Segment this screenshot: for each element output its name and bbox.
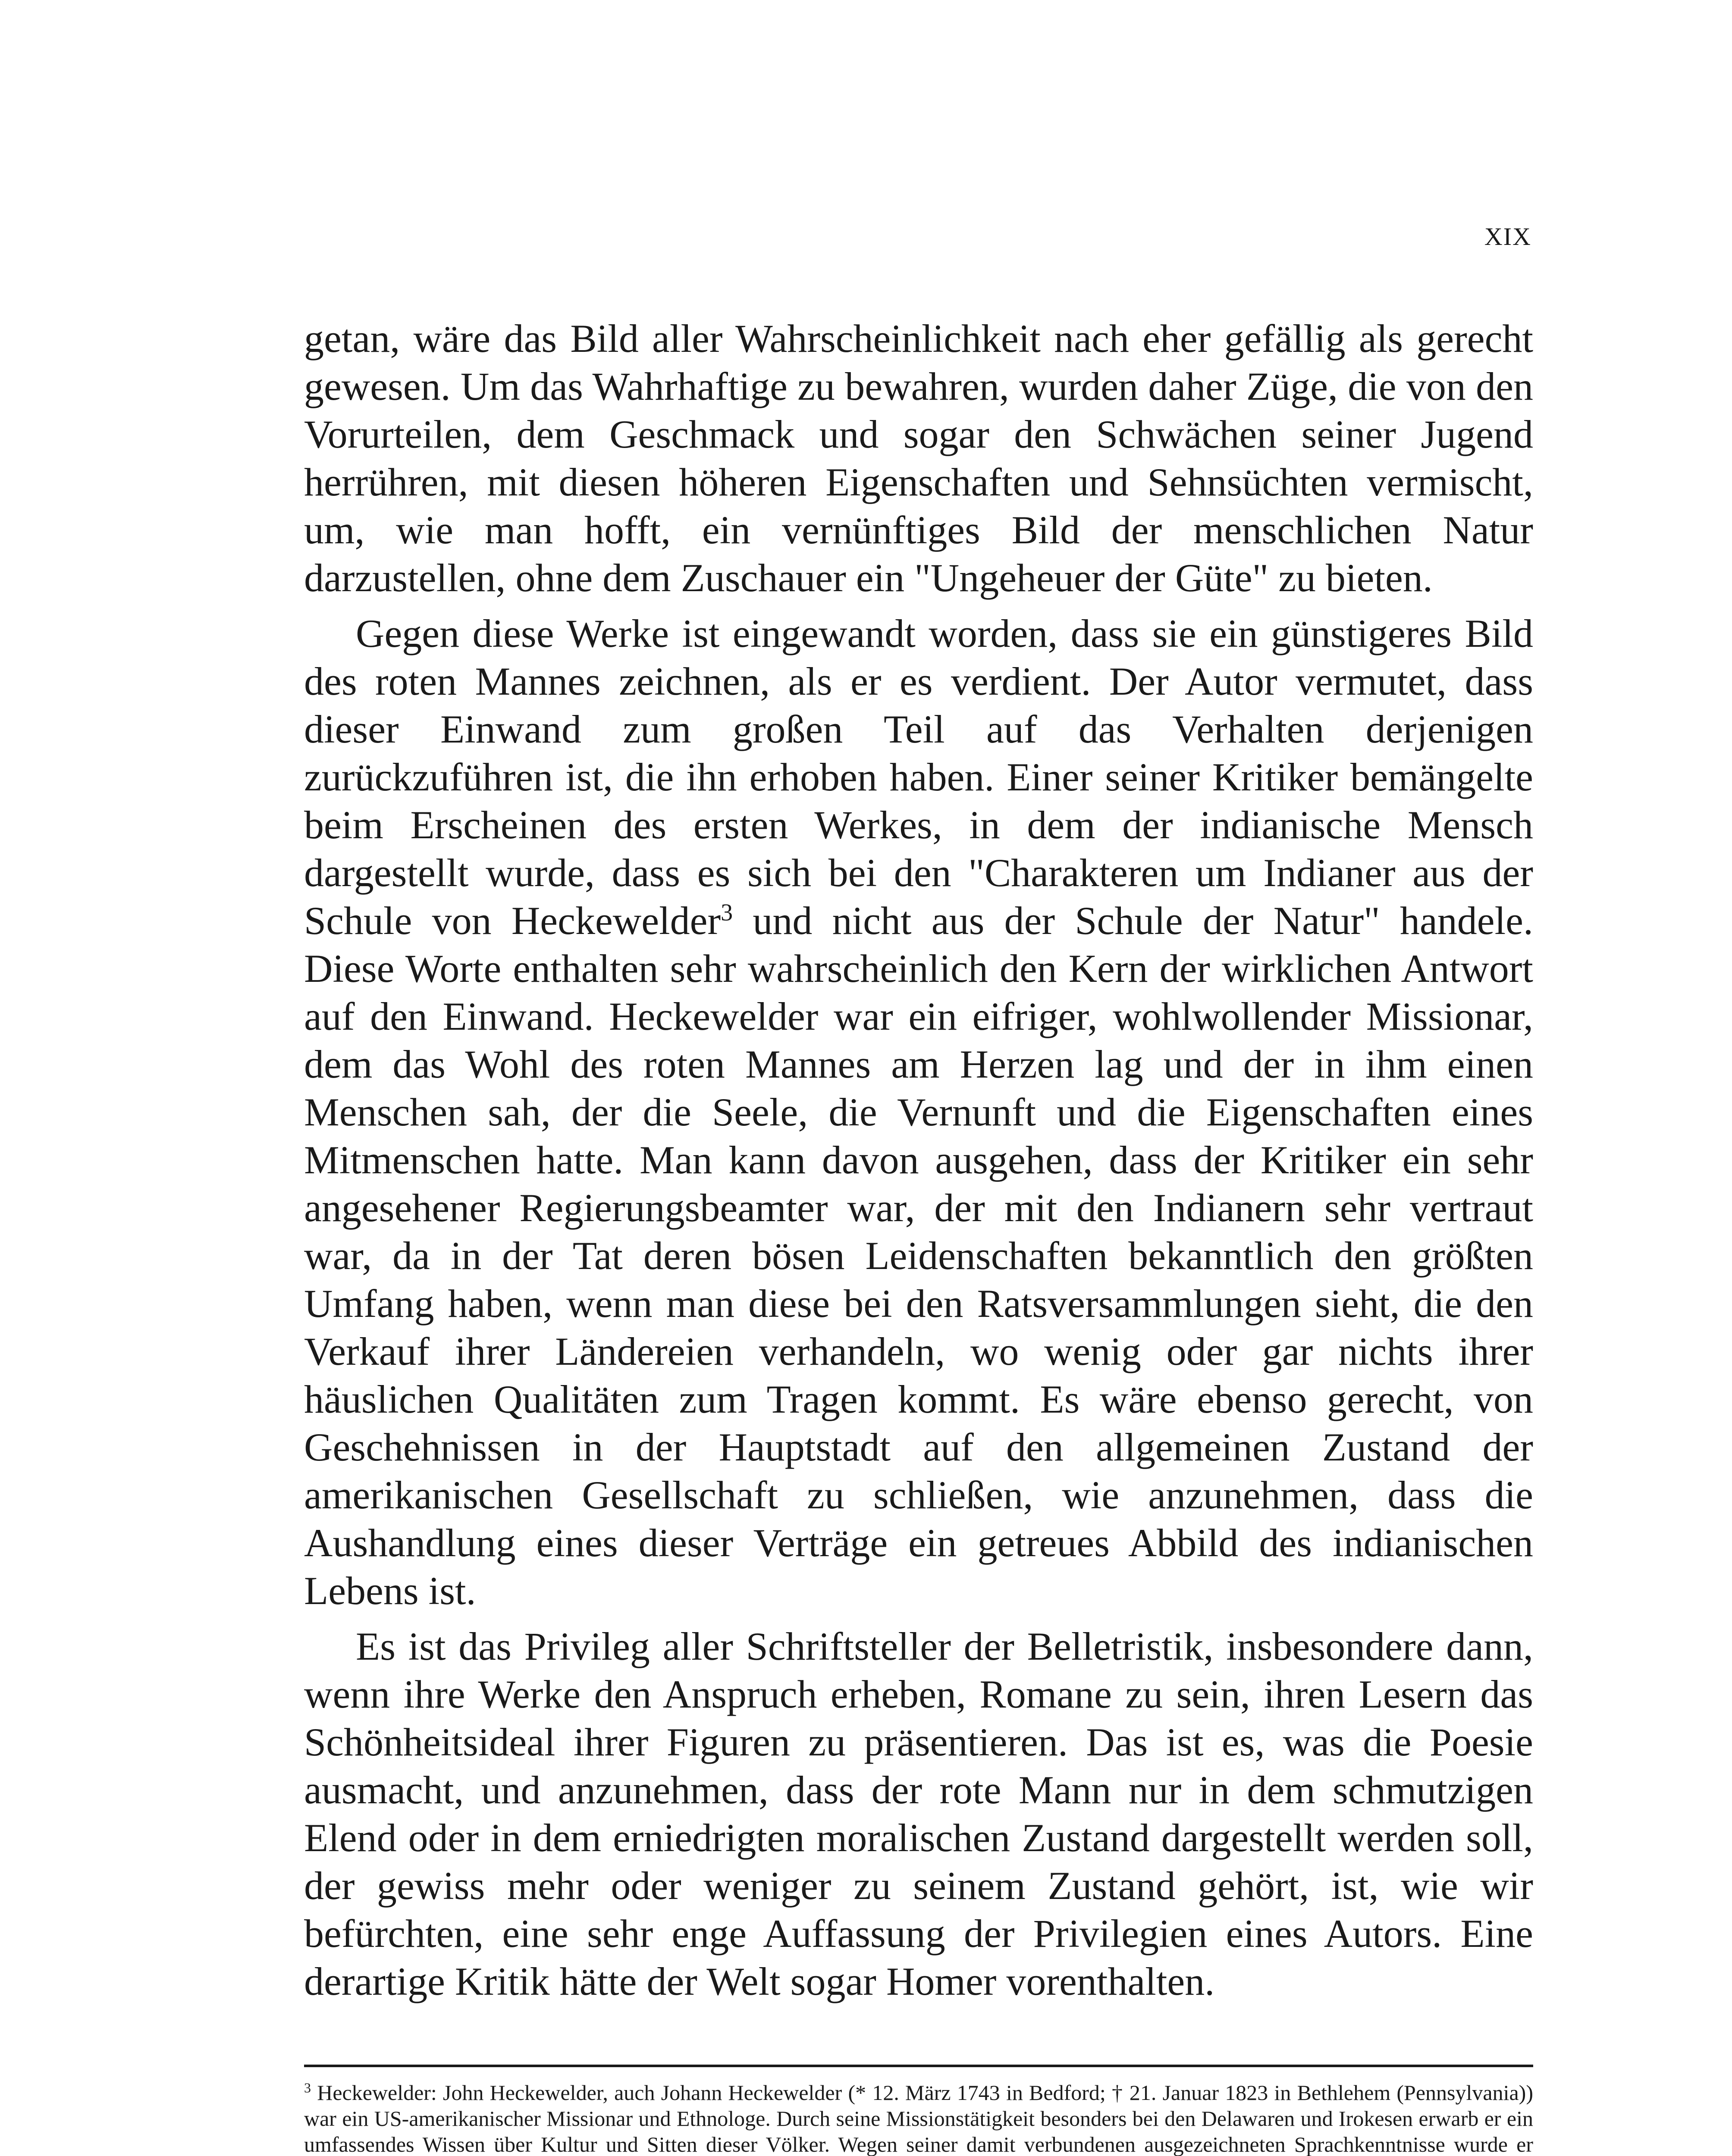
footnote-divider bbox=[304, 2065, 1533, 2067]
paragraph-2-part-1: Gegen diese Werke ist eingewandt worden, dass sie ein günstigeres Bild des roten Mannes zeichnen, als er es verdient. Der Autor vermutet, dass dieser Einwand zum großen Teil auf das Verhalten derjenigen zurückzuführen ist, die ihn erhoben haben. Einer seiner Kritiker bemängelte beim Erscheinen des ersten Werkes, in dem der indianische Mensch dargestellt wurde, dass es sich bei den "Charakteren um Indianer aus der Schule von Heckewelder bbox=[304, 611, 1533, 943]
paragraph-2 bbox=[304, 610, 1533, 1615]
footnote-reference[interactable]: 3 bbox=[721, 899, 733, 926]
page-number: XIX bbox=[1484, 222, 1531, 251]
footnote bbox=[304, 2080, 1533, 2156]
body-text bbox=[304, 315, 1533, 2013]
paragraph-3: Es ist das Privileg aller Schriftsteller der Belletristik, insbesondere dann, wenn ihre Werke den Anspruch erheben, Romane zu sein, ihren Lesern das Schönheitsideal ihrer Figuren zu präsentieren. Das ist es, was die Poesie ausmacht, und anzunehmen, dass der rote Mann nur in dem schmutzigen Elend oder in dem erniedrigten moralischen Zustand dargestellt werden soll, der gewiss mehr oder weniger zu seinem Zustand gehört, ist, wie wir befürchten, eine sehr enge Auffassung der Privilegien eines Autors. Eine derartige Kritik hätte der Welt sogar Homer vorenthalten. bbox=[304, 1624, 1533, 2003]
paragraph-1: getan, wäre das Bild aller Wahrscheinlichkeit nach eher gefällig als gerecht gewesen. Um das Wahrhaftige zu bewahren, wurden daher Züge, die von den Vorurteilen, dem Geschmack und sogar den Schwächen seiner Jugend herrühren, mit diesen höheren Eigenschaften und Sehnsüchten vermischt, um, wie man hofft, ein vernünftiges Bild der menschlichen Natur darzustellen, ohne dem Zuschauer ein "Ungeheuer der Güte" zu bieten. bbox=[304, 317, 1533, 600]
paragraph-2-part-2: und nicht aus der Schule der Natur" handele. Diese Worte enthalten sehr wahrscheinlich den Kern der wirklichen Antwort auf den Einwand. Heckewelder war ein eifriger, wohlwollender Missionar, dem das Wohl des roten Mannes am Herzen lag und der in ihm einen Menschen sah, der die Seele, die Vernunft und die Eigenschaften eines Mitmenschen hatte. Man kann davon ausgehen, dass der Kritiker ein sehr angesehener Regierungsbeamter war, der mit den Indianern sehr vertraut war, da in der Tat deren bösen Leidenschaften bekanntlich den größten Umfang haben, wenn man diese bei den Ratsversammlungen sieht, die den Verkauf ihrer Ländereien verhandeln, wo wenig oder gar nichts ihrer häuslichen Qualitäten zum Tragen kommt. Es wäre ebenso gerecht, von Geschehnissen in der Hauptstadt auf den allgemeinen Zustand der amerikanischen Gesellschaft zu schließen, wie anzunehmen, dass die Aushandlung eines dieser Verträge ein getreues Abbild des indianischen Lebens ist. bbox=[304, 899, 1533, 1613]
footnote-marker: 3 bbox=[304, 2080, 311, 2096]
footnote-text: Heckewelder: John Heckewelder, auch Johann Heckewelder (* 12. März 1743 in Bedford; † 21. Januar 1823 in Bethlehem (Pennsylvania)) war ein US-amerikanischer Missionar und Ethnologe. Durch seine Missionstätigkeit besonders bei den Delawaren und Irokesen erwarb er ein umfassendes Wissen über Kultur und Sitten dieser Völker. Wegen seiner damit verbundenen ausgezeichneten Sprachkenntnisse wurde er bbox=[304, 2081, 1533, 2156]
